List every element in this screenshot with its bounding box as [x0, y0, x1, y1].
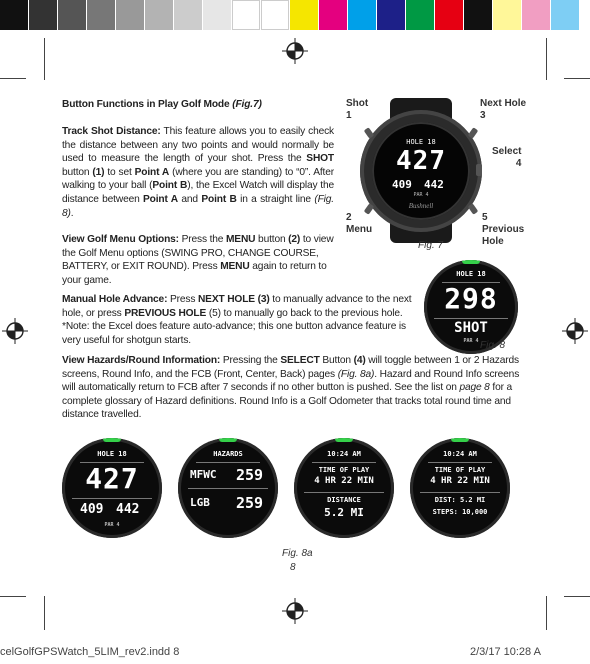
front-distance: 409	[392, 178, 412, 191]
watch-screen-round-info-steps	[410, 438, 510, 538]
distance-label: DISTANCE	[327, 496, 361, 504]
label-menu	[346, 212, 372, 236]
text-run: Button	[319, 355, 354, 366]
big-distance: 427	[396, 146, 446, 176]
color-swatch	[58, 0, 87, 30]
shot-distance: 298	[444, 282, 498, 315]
color-swatch	[261, 0, 290, 30]
color-swatch	[406, 0, 435, 30]
color-swatch	[174, 0, 203, 30]
bold-run: (2)	[288, 234, 301, 245]
label-num: 5	[482, 212, 488, 223]
time-of-play-value: 4 HR 22 MIN	[430, 476, 490, 486]
fig8-caption: Fig. 8	[480, 340, 506, 351]
text-run: Press	[167, 294, 198, 305]
bold-run: MENU	[225, 234, 256, 245]
footer-date: 2/3/17 10:28 A	[470, 646, 541, 658]
fig8a-caption: Fig. 8a	[282, 548, 313, 559]
watch-button-prev[interactable]	[468, 203, 479, 215]
color-swatch	[203, 0, 232, 30]
hazard-dist-1: 259	[236, 466, 264, 484]
label-text: Previous	[482, 224, 525, 235]
front-distance: 409	[80, 502, 104, 517]
registration-mark-icon	[2, 318, 28, 344]
text-run: in a straight line	[236, 193, 315, 205]
crop-mark	[564, 78, 590, 79]
hole-advance-paragraph	[62, 293, 412, 347]
back-distance: 442	[116, 502, 140, 517]
label-num: 2	[346, 212, 352, 223]
color-swatch	[232, 0, 261, 30]
divider	[434, 318, 508, 319]
notch	[451, 438, 469, 442]
registration-mark-icon	[282, 598, 308, 624]
color-swatch	[493, 0, 522, 30]
watch-button-next[interactable]	[468, 127, 479, 139]
hazard-dist-2: 259	[236, 494, 264, 512]
crop-mark	[564, 596, 590, 597]
text-run: . Hazard and Round Info screens will automatically return to FCB after 7 seconds if no other button is pushed. See the list on	[62, 368, 520, 394]
bold-run: NEXT HOLE (3)	[197, 294, 270, 305]
color-calibration-bar	[0, 0, 580, 30]
label-num: 3	[480, 110, 486, 121]
divider	[72, 498, 152, 499]
hole-label: HOLE 18	[406, 138, 436, 146]
brand-logo: Bushnell	[408, 202, 434, 210]
watch-screen-hazards	[178, 438, 278, 538]
back-distance: 442	[424, 178, 444, 191]
hazards-paragraph	[62, 354, 530, 422]
watch-screen-round-info	[294, 438, 394, 538]
color-swatch	[0, 0, 29, 30]
color-swatch	[29, 0, 58, 30]
label-previous-hole	[482, 212, 524, 248]
color-swatch	[290, 0, 319, 30]
paragraph-lead: Track Shot Distance:	[62, 126, 161, 137]
crop-mark	[546, 596, 547, 630]
color-swatch	[435, 0, 464, 30]
text-run: again to return to your game.	[62, 261, 327, 286]
divider	[196, 462, 260, 463]
time-of-play-label: TIME OF PLAY	[434, 466, 486, 474]
crop-mark	[44, 38, 45, 80]
bold-run: (1)	[92, 166, 105, 178]
bold-run: SELECT	[280, 355, 320, 366]
heading-text: Button Functions in Play Golf Mode	[62, 99, 230, 110]
section-heading	[62, 98, 362, 112]
distance-value: DIST: 5.2 MI	[434, 496, 486, 504]
center-distance: 427	[85, 462, 139, 495]
hole-label: HOLE 18	[97, 450, 127, 458]
hazard-name-2: LGB	[190, 496, 210, 509]
label-select	[492, 146, 521, 170]
crop-mark	[0, 78, 26, 79]
hazards-title: HAZARDS	[213, 450, 243, 458]
fig-ref: (Fig. 8)	[62, 193, 334, 219]
par-label: PAR 4	[463, 338, 479, 344]
label-text: Hole	[482, 236, 504, 247]
color-swatch	[116, 0, 145, 30]
label-shot	[346, 98, 368, 122]
notch	[219, 438, 237, 442]
bold-run: Point B	[201, 193, 237, 205]
label-text: Menu	[346, 224, 373, 235]
par-label: PAR 4	[104, 522, 120, 528]
text-run: ), the Excel Watch will display the distance between	[62, 180, 335, 205]
bold-run: Point A	[134, 166, 170, 178]
bold-run: PREVIOUS HOLE	[124, 307, 207, 319]
text-run: will toggle between 1 or 2 Hazards screens, Round Info, and the FCB (Front, Center, Back) pages	[62, 355, 519, 380]
text-run: for a complete glossary of Hazard definitions. Round Info is a Golf Odometer that tracks total round time and distance travelled.	[62, 382, 513, 421]
hazard-name-1: MFWC	[190, 468, 217, 481]
color-swatch	[145, 0, 174, 30]
hole-label: HOLE 18	[456, 270, 486, 278]
page-ref: page 8	[459, 382, 490, 394]
time-of-play-value: 4 HR 22 MIN	[314, 476, 374, 486]
text-run: button	[255, 234, 289, 245]
heading-fig-ref: (Fig.7)	[232, 99, 262, 110]
color-swatch	[464, 0, 493, 30]
text-run: button	[62, 166, 93, 178]
footer-filename: celGolfGPSWatch_5LIM_rev2.indd 8	[0, 646, 180, 658]
bold-run: Point A	[143, 193, 178, 205]
steps-value: STEPS: 10,000	[432, 508, 488, 516]
paragraph-lead: Manual Hole Advance:	[62, 294, 168, 305]
bold-run: MENU	[220, 261, 250, 273]
text-run: Pressing the	[220, 355, 281, 366]
text-run: to view the Golf Menu options (SWING PRO, CHANGE COURSE, BATTERY, or EXIT ROUND). Press	[62, 234, 334, 273]
notch	[462, 260, 480, 264]
time-of-play-label: TIME OF PLAY	[318, 466, 370, 474]
divider	[428, 462, 492, 463]
bold-run: SHOT	[306, 153, 334, 165]
distance-value: 5.2 MI	[324, 506, 364, 519]
fig-ref: (Fig. 8a)	[337, 368, 375, 380]
watch-button-select[interactable]	[476, 164, 482, 176]
color-swatch	[522, 0, 551, 30]
notch	[103, 438, 121, 442]
registration-mark-icon	[282, 38, 308, 64]
divider	[304, 492, 384, 493]
paragraph-lead: View Golf Menu Options:	[62, 234, 179, 245]
text-run: .	[70, 207, 74, 219]
shot-distance-paragraph	[62, 125, 334, 220]
divider	[312, 462, 376, 463]
label-text: Next Hole	[480, 98, 527, 109]
clock-time: 10:24 AM	[327, 450, 361, 458]
color-swatch	[87, 0, 116, 30]
text-run: Press the	[178, 234, 226, 245]
label-text: Select	[492, 146, 522, 157]
watch-screen-fcb	[62, 438, 162, 538]
page-number: 8	[290, 562, 296, 573]
crop-mark	[44, 596, 45, 630]
shot-word: SHOT	[454, 320, 488, 336]
label-text: Shot	[346, 98, 369, 109]
watch-figure-7	[360, 98, 482, 243]
label-next-hole	[480, 98, 526, 122]
text-run: to set	[104, 166, 135, 178]
fig7-caption: Fig. 7	[418, 240, 444, 251]
text-run: (5) to manually go back to the previous hole. *Note: the Excel does feature auto-advance; this one button advance feature is very useful for shotgun starts.	[62, 307, 406, 346]
text-run: and	[177, 193, 202, 205]
bold-run: (4)	[353, 355, 366, 366]
golf-menu-paragraph	[62, 233, 334, 287]
crop-mark	[0, 596, 26, 597]
notch	[335, 438, 353, 442]
color-swatch	[348, 0, 377, 30]
watch-face	[372, 122, 470, 220]
color-swatch	[551, 0, 580, 30]
clock-time: 10:24 AM	[443, 450, 477, 458]
color-swatch	[377, 0, 406, 30]
registration-mark-icon	[562, 318, 588, 344]
divider	[420, 492, 500, 493]
bold-run: Point B	[152, 180, 188, 192]
color-swatch	[319, 0, 348, 30]
crop-mark	[546, 38, 547, 80]
divider	[188, 488, 268, 489]
label-num: 1	[346, 110, 352, 121]
text-run: (where you are standing) to “0”. After walking to your ball (	[62, 166, 334, 192]
text-run: This feature allows you to easily check the distance between any two points and would normally be used to measure the length of your shot. Press the	[62, 126, 334, 165]
par-label: PAR 4	[413, 192, 429, 198]
label-num: 4	[515, 158, 522, 169]
paragraph-lead: View Hazards/Round Information:	[62, 355, 221, 366]
text-run: to manually advance to the next hole, or press	[62, 294, 412, 319]
